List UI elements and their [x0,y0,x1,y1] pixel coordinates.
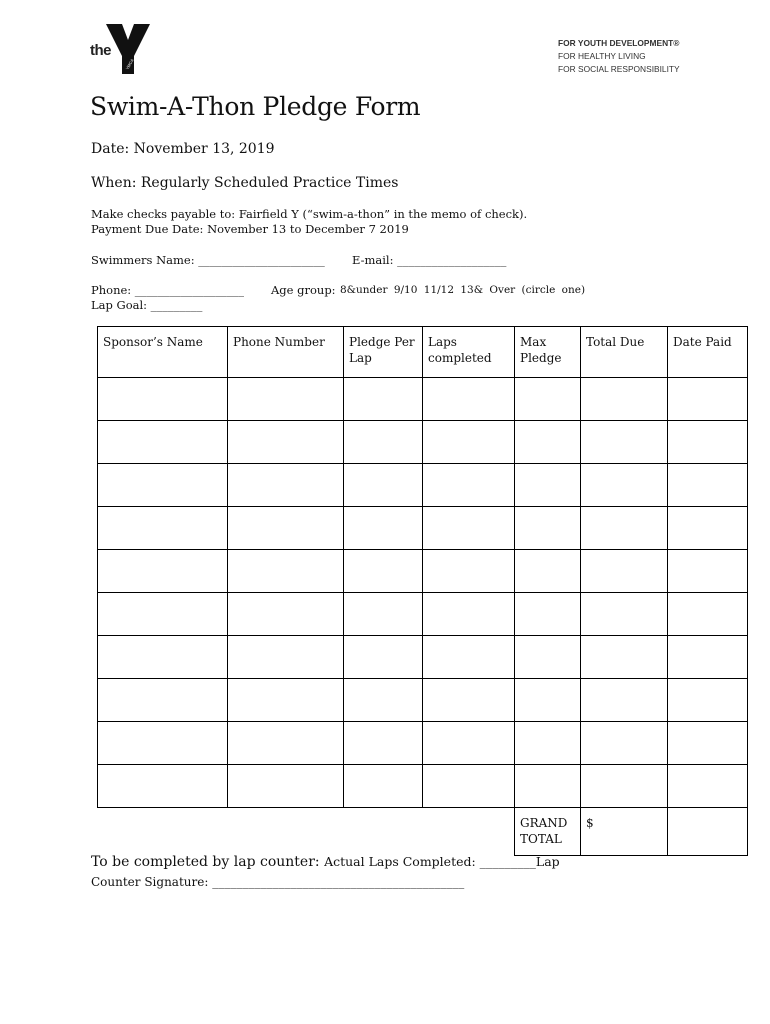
table-cell[interactable] [98,722,228,765]
grand-total-row [98,808,748,856]
actual-laps-field[interactable]: Actual Laps Completed: _________Lap [324,854,560,869]
table-cell[interactable] [515,636,581,679]
table-cell[interactable] [344,593,423,636]
table-row [98,765,748,808]
age-group-label: Age group: [271,283,336,297]
table-cell[interactable] [344,636,423,679]
table-cell[interactable] [98,679,228,722]
header-sponsor-name: Sponsor’s Name [98,327,228,378]
table-cell[interactable] [668,593,748,636]
table-cell[interactable] [423,550,515,593]
table-cell[interactable] [98,593,228,636]
table-cell[interactable] [228,765,344,808]
table-cell[interactable] [423,507,515,550]
table-cell[interactable] [423,593,515,636]
table-cell[interactable] [423,421,515,464]
table-cell[interactable] [515,464,581,507]
table-cell[interactable] [581,593,668,636]
table-cell[interactable] [515,507,581,550]
table-cell[interactable] [98,421,228,464]
header-laps-completed: Laps completed [423,327,515,378]
table-cell[interactable] [98,507,228,550]
table-row [98,679,748,722]
table-row [98,722,748,765]
table-cell[interactable] [581,464,668,507]
table-cell[interactable] [228,550,344,593]
phone-field[interactable]: Phone: ___________________ [91,283,245,297]
date-line: Date: November 13, 2019 [91,141,275,157]
table-cell[interactable] [98,636,228,679]
logo-small-text: YMCA [124,57,135,71]
table-cell[interactable] [423,679,515,722]
table-cell[interactable] [98,550,228,593]
table-cell[interactable] [344,378,423,421]
table-cell[interactable] [668,765,748,808]
header-date-paid: Date Paid [668,327,748,378]
table-header-row [98,327,748,378]
tagline [558,37,680,76]
table-cell[interactable] [581,722,668,765]
table-cell[interactable] [423,636,515,679]
table-cell[interactable] [668,421,748,464]
grand-total-amount[interactable]: $ [581,808,668,856]
table-cell[interactable] [581,550,668,593]
table-cell[interactable] [515,550,581,593]
email-field[interactable]: E-mail: ___________________ [352,253,507,267]
table-row [98,378,748,421]
table-cell[interactable] [344,421,423,464]
table-cell[interactable] [344,765,423,808]
lap-counter-line [91,854,560,870]
lap-counter-prefix: To be completed by lap counter: [91,854,325,870]
table-cell[interactable] [581,679,668,722]
table-cell[interactable] [423,722,515,765]
table-cell[interactable] [668,722,748,765]
age-group-options[interactable]: 8&under 9/10 11/12 13& Over (circle one) [340,284,586,296]
table-cell[interactable] [228,464,344,507]
pledge-table [97,326,748,856]
table-cell[interactable] [581,421,668,464]
table-row [98,593,748,636]
header-total-due: Total Due [581,327,668,378]
table-cell[interactable] [668,507,748,550]
header-pledge-per-lap: Pledge Per Lap [344,327,423,378]
table-cell[interactable] [344,464,423,507]
table-row [98,464,748,507]
table-cell[interactable] [423,464,515,507]
table-cell[interactable] [515,765,581,808]
table-cell[interactable] [668,464,748,507]
table-row [98,421,748,464]
checks-line: Make checks payable to: Fairfield Y (“swim-a-thon” in the memo of check). [91,207,528,221]
table-cell[interactable] [423,765,515,808]
table-cell[interactable] [581,765,668,808]
header-max-pledge: Max Pledge [515,327,581,378]
table-cell[interactable] [515,679,581,722]
table-cell[interactable] [515,722,581,765]
table-row [98,550,748,593]
table-cell[interactable] [668,636,748,679]
payment-due-line: Payment Due Date: November 13 to December 7 2019 [91,222,409,236]
table-cell[interactable] [228,378,344,421]
table-cell[interactable] [581,507,668,550]
grand-total-date-cell[interactable] [668,808,748,856]
table-cell[interactable] [581,636,668,679]
table-cell[interactable] [668,378,748,421]
tagline-line-1: FOR YOUTH DEVELOPMENT® [558,38,680,48]
tagline-line-2: FOR HEALTHY LIVING [558,51,646,61]
lap-goal-field[interactable]: Lap Goal: _________ [91,298,203,312]
table-cell[interactable] [344,679,423,722]
table-cell[interactable] [344,507,423,550]
table-cell[interactable] [515,378,581,421]
grand-total-spacer [98,808,515,856]
logo-the-text: the [90,42,111,59]
table-cell[interactable] [228,421,344,464]
table-cell[interactable] [668,550,748,593]
table-cell[interactable] [423,378,515,421]
header-phone-number: Phone Number [228,327,344,378]
table-cell[interactable] [98,765,228,808]
table-row [98,507,748,550]
table-row [98,636,748,679]
table-cell[interactable] [228,722,344,765]
table-cell[interactable] [344,722,423,765]
table-cell[interactable] [228,593,344,636]
table-cell[interactable] [668,679,748,722]
table-cell[interactable] [228,679,344,722]
when-line: When: Regularly Scheduled Practice Times [91,175,399,191]
swimmer-name-field[interactable]: Swimmers Name: ______________________ [91,253,325,267]
counter-signature-field[interactable]: Counter Signature: __________________________________________ [91,875,465,889]
table-cell[interactable] [228,636,344,679]
grand-total-label: GRAND TOTAL [515,808,581,856]
table-cell[interactable] [98,378,228,421]
page-title: Swim-A-Thon Pledge Form [90,92,421,121]
table-cell[interactable] [515,593,581,636]
table-cell[interactable] [581,378,668,421]
table-cell[interactable] [98,464,228,507]
table-cell[interactable] [344,550,423,593]
tagline-line-3: FOR SOCIAL RESPONSIBILITY [558,64,680,74]
table-cell[interactable] [515,421,581,464]
table-cell[interactable] [228,507,344,550]
